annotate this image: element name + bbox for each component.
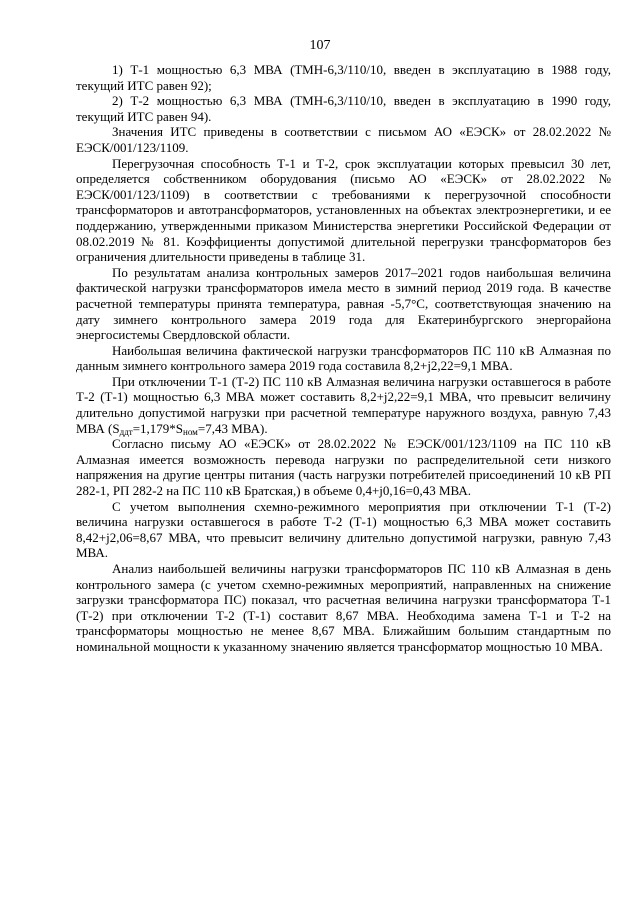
subscript-ddt: ддт (119, 426, 133, 437)
paragraph-after-measures: С учетом выполнения схемно-режимного мероприятия при отключении Т-1 (Т-2) величина нагрузки оставшегося в работе Т-2 (Т-1) мощностью 6,3 МВА может составить 8,42+j2,06=8,67 МВА, что превысит величину длительно допустимой нагрузки, равную 7,43 МВА. (76, 498, 611, 561)
document-body (76, 62, 611, 655)
paragraph-load-transfer: Согласно письму АО «ЕЭСК» от 28.02.2022 № ЕЭСК/001/123/1109 на ПС 110 кВ Алмазная имеется возможность перевода нагрузки по распределительной сети низкого напряжения на другие центры питания (часть нагрузки потребителей присоединений 10 кВ РП 282-1, РП 282-2 на ПС 110 кВ Братская,) в объеме 0,4+j0,16=0,43 МВА. (76, 436, 611, 499)
paragraph-transformer-2: 2) Т-2 мощностью 6,3 МВА (ТМН-6,3/110/10, введен в эксплуатацию в 1990 году, текущий ИТС равен 94). (76, 93, 611, 124)
paragraph-overload-capacity: Перегрузочная способность Т-1 и Т-2, срок эксплуатации которых превысил 30 лет, определяется собственником оборудования (письмо АО «ЕЭСК» от 28.02.2022 № ЕЭСК/001/123/1109) в соответствии с требованиями к перегрузочной способности трансформаторов и автотрансформаторов, установленных на объектах электроэнергетики, и ее поддержанию, утвержденными приказом Министерства энергетики Российской Федерации от 08.02.2019 № 81. Коэффициенты допустимой длительной перегрузки трансформаторов без ограничения длительности приведены в таблице 31. (76, 155, 611, 265)
paragraph-max-load: Наибольшая величина фактической нагрузки трансформаторов ПС 110 кВ Алмазная по данным зимнего контрольного замера 2019 года составила 8,2+j2,22=9,1 МВА. (76, 342, 611, 374)
subscript-nom: ном (183, 426, 198, 437)
paragraph-its-source: Значения ИТС приведены в соответствии с письмом АО «ЕЭСК» от 28.02.2022 № ЕЭСК/001/123/1109. (76, 124, 611, 155)
paragraph-outage-load: При отключении Т-1 (Т-2) ПС 110 кВ Алмазная величина нагрузки оставшегося в работе Т-2 (Т-1) мощностью 6,3 МВА может составить 8,2+j2,22=9,1 МВА, что превысит величину длительно допустимой нагрузки при расчетной температуре наружного воздуха, равную 7,43 МВА ($S_{ддт}=1,179*S_{ном}=7,43$ МВА). (76, 373, 611, 437)
paragraph-measurement-analysis: По результатам анализа контрольных замеров 2017–2021 годов наибольшая величина фактической нагрузки трансформаторов имела место в зимний период 2019 года. В качестве расчетной температуры принята температура, равная -5,7°С, соответствующая значению на дату зимнего контрольного замера 2019 года для Екатеринбургского энергорайона энергосистемы Свердловской области. (76, 264, 611, 343)
page-number: 107 (309, 38, 331, 53)
paragraph-transformer-1: 1) Т-1 мощностью 6,3 МВА (ТМН-6,3/110/10, введен в эксплуатацию в 1988 году, текущий ИТС равен 92); (76, 62, 611, 93)
paragraph-conclusion: Анализ наибольшей величины нагрузки трансформаторов ПС 110 кВ Алмазная в день контрольного замера (с учетом схемно-режимных мероприятий, направленных на снижение загрузки трансформатора ПС) показал, что расчетная величина нагрузки трансформатора Т-1 (Т-2) при отключении Т-2 (Т-1) составит 8,67 МВА. Необходима замена Т-1 и Т-2 на трансформаторы мощностью не менее 8,67 МВА. Ближайшим большим стандартным по номинальной мощности к указанному значению является трансформатор мощностью 10 МВА. (76, 561, 611, 654)
